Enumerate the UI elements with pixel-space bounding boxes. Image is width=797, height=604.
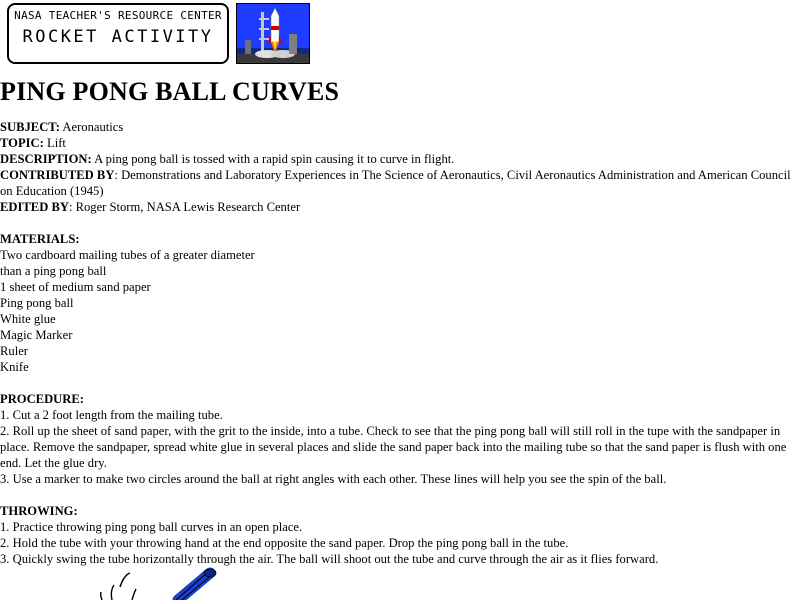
- procedure-step: 2. Roll up the sheet of sand paper, with the grit to the inside, into a tube. Check to see that the ping pong ball will still roll in the tupe with the sandpaper in place. Remove the sandpaper, spread white glue in several places and slide the sand paper back into the mailing tube so that the sand paper is flush with one end. Let the glue dry.: [0, 424, 787, 470]
- material-item: Ruler: [0, 344, 28, 358]
- material-item: White glue: [0, 312, 56, 326]
- material-item: Two cardboard mailing tubes of a greater diameter: [0, 248, 255, 262]
- throwing-heading: THROWING:: [0, 504, 78, 518]
- subject-label: SUBJECT:: [0, 120, 60, 134]
- throwing-step: 2. Hold the tube with your throwing hand at the end opposite the sand paper. Drop the ping pong ball in the tube.: [0, 536, 569, 550]
- edited-row: [0, 199, 797, 215]
- description-value: A ping pong ball is tossed with a rapid spin causing it to curve in flight.: [91, 152, 455, 166]
- material-item: Ping pong ball: [0, 296, 74, 310]
- contributed-label: CONTRIBUTED BY: [0, 168, 115, 182]
- material-item: 1 sheet of medium sand paper: [0, 280, 151, 294]
- material-item: than a ping pong ball: [0, 264, 107, 278]
- throwing-step: 3. Quickly swing the tube horizontally through the air. The ball will shoot out the tube and curve through the air as it flies forward.: [0, 552, 659, 566]
- material-item: Knife: [0, 360, 29, 374]
- procedure-step: 1. Cut a 2 foot length from the mailing tube.: [0, 408, 223, 422]
- page-title: PING PONG BALL CURVES: [0, 77, 340, 106]
- rocket-launch-icon[interactable]: [236, 3, 310, 64]
- throwing-section: [0, 503, 797, 519]
- subject-value: Aeronautics: [59, 120, 124, 134]
- edited-value: : Roger Storm, NASA Lewis Research Center: [68, 200, 301, 214]
- materials-section: [0, 231, 797, 247]
- throwing-illustration: [90, 565, 230, 600]
- edited-label: EDITED BY: [0, 200, 69, 214]
- procedure-section: [0, 391, 797, 407]
- procedure-step: 3. Use a marker to make two circles around the ball at right angles with each other. These lines will help you see the spin of the ball.: [0, 472, 667, 486]
- logo-subtitle: NASA TEACHER'S RESOURCE CENTER: [14, 9, 222, 22]
- material-item: Magic Marker: [0, 328, 73, 342]
- throwing-step: 1. Practice throwing ping pong ball curves in an open place.: [0, 520, 303, 534]
- subject-row: [0, 119, 797, 135]
- description-label: DESCRIPTION:: [0, 152, 92, 166]
- topic-row: [0, 135, 797, 151]
- description-row: [0, 151, 797, 167]
- procedure-heading: PROCEDURE:: [0, 392, 84, 406]
- activity-content: [0, 119, 797, 567]
- topic-value: Lift: [43, 136, 66, 150]
- contributed-value: : Demonstrations and Laboratory Experiences in The Science of Aeronautics, Civil Aeronautics Administration and American Council on Education (1945): [0, 168, 791, 198]
- materials-heading: MATERIALS:: [0, 232, 80, 246]
- logo-title: ROCKET ACTIVITY: [22, 27, 214, 47]
- topic-label: TOPIC:: [0, 136, 44, 150]
- header-banner: [0, 0, 797, 70]
- resource-center-logo[interactable]: [7, 3, 229, 64]
- contributed-row: [0, 167, 797, 199]
